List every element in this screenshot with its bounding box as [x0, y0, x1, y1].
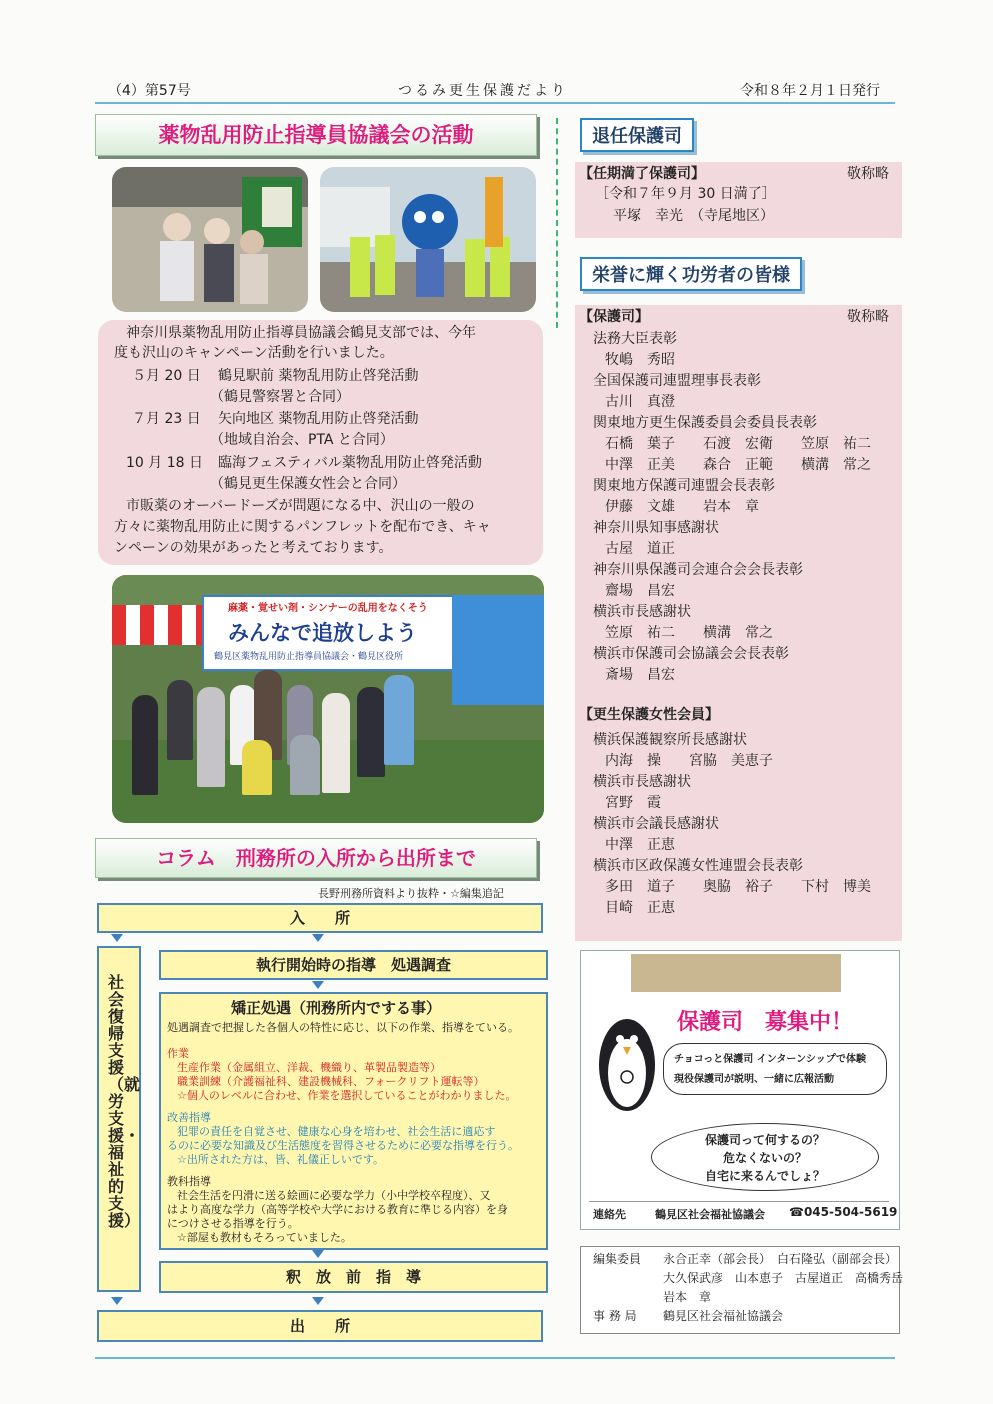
flow-pre-release: 釈 放 前 指 導	[159, 1261, 548, 1293]
event-note: （鶴見更生保護女性会と合同）	[210, 476, 406, 492]
event-date: 10 月 18 日	[126, 455, 203, 471]
award-names: 伊藤 文雄 岩本 章	[605, 499, 759, 515]
award-names: 宮野 霞	[605, 795, 661, 811]
arrow-down-icon	[312, 1297, 324, 1305]
award-title: 関東地方更生保護委員会委員長表彰	[593, 415, 817, 431]
award-names: 牧嶋 秀昭	[605, 352, 675, 368]
festival-banner: 麻薬・覚せい剤・シンナーの乱用をなくそう みんなで追放しよう 鶴見区薬物乱用防止指導員協議会・鶴見区役所	[202, 595, 456, 671]
event-desc: 鶴見駅前 薬物乱用防止啓発活動	[218, 368, 419, 384]
award-names: 古屋 道正	[605, 541, 675, 557]
award-title: 横浜保護観察所長感謝状	[593, 732, 747, 748]
column-section-title: コラム 刑務所の入所から出所まで	[95, 838, 537, 878]
footer-rule	[95, 1357, 895, 1359]
flow-initial-guidance: 執行開始時の指導 処遇調査	[159, 950, 548, 980]
outro-line: 市販薬のオーバードーズが問題になる中、沢山の一般の	[126, 498, 475, 514]
award-names: 石橋 葉子 石渡 宏衛 笠原 祐二	[605, 436, 871, 452]
award-names: 中澤 正恵	[605, 837, 675, 853]
outro-line: 方々に薬物乱用防止に関するパンフレットを配布でき、キャ	[114, 519, 491, 535]
event-desc: 臨海フェスティバル薬物乱用防止啓発活動	[218, 455, 482, 471]
header-rule	[95, 102, 895, 104]
arrow-down-icon	[312, 1250, 324, 1258]
award-title: 横浜市保護司会協議会会長表彰	[593, 646, 789, 662]
retire-title: 退任保護司	[580, 118, 694, 152]
arrow-down-icon	[111, 934, 123, 942]
arrow-down-icon	[312, 934, 324, 942]
event-date: ７月 23 日	[132, 411, 201, 427]
event-note: （地域自治会、PTA と合同）	[210, 432, 394, 448]
campaign-photo-mascot	[320, 167, 536, 312]
award-title: 横浜市長感謝状	[593, 774, 691, 790]
award-title: 法務大臣表彰	[593, 331, 677, 347]
festival-tent	[112, 605, 202, 645]
award-title: 関東地方保護司連盟会長表彰	[593, 478, 775, 494]
award-names: 多田 道子 奥脇 裕子 下村 博美	[605, 879, 871, 895]
award-title: 横浜市会議長感謝状	[593, 816, 719, 832]
issue-date: 令和８年２月１日発行	[740, 83, 880, 99]
festival-group-photo	[112, 575, 544, 823]
award-names: 内海 操 宮脇 美恵子	[605, 753, 773, 769]
outro-line: ンペーンの効果があったと考えております。	[114, 540, 393, 556]
arrow-down-icon	[111, 1297, 123, 1305]
award-names: 笠原 祐二 横溝 常之	[605, 625, 773, 641]
drug-activity-box	[98, 320, 543, 565]
phone-number: ☎045-504-5619	[789, 1205, 898, 1219]
event-date: ５月 20 日	[132, 368, 201, 384]
column-divider	[556, 118, 558, 328]
event-note: （鶴見警察署と合同）	[210, 389, 350, 405]
flow-nyusho: 入 所	[97, 903, 543, 933]
editors-box: 編集委員 永合正幸（部会長） 白石隆弘（副部会長） 大久保武彦 山本恵子 古屋道正 高橋秀岳 岩本 章 事 務 局 鶴見区社会福祉協議会	[580, 1246, 900, 1334]
award-names: 斎場 昌宏	[605, 667, 675, 683]
award-names: 中澤 正美 森合 正範 横溝 常之	[605, 457, 871, 473]
award-title: 神奈川県保護司会連合会会長表彰	[593, 562, 803, 578]
issue-number: （4）第57号	[108, 83, 191, 99]
reintegration-support-side: 社会復帰支援（就労支援・福祉的支援）	[97, 946, 141, 1292]
question-cloud: 保護司って何するの？ 危なくないの？ 自宅に来るんでしょ？	[651, 1123, 879, 1191]
drug-section-title: 薬物乱用防止指導員協議会の活動	[95, 114, 537, 156]
award-names: 古川 真澄	[605, 394, 675, 410]
penguin-mascot-icon	[595, 1003, 659, 1115]
recruit-speech-bubble: チョコっと保護司 インターンシップで体験 現役保護司が説明、一緒に広報活動	[663, 1043, 887, 1095]
recruitment-ad	[580, 950, 900, 1230]
newsletter-title: つるみ更生保護だより	[398, 83, 568, 99]
campaign-photo-station	[112, 167, 308, 312]
intro-line: 神奈川県薬物乱用防止指導員協議会鶴見支部では、今年	[126, 325, 476, 341]
recruit-title: 保護司 募集中！	[677, 1010, 854, 1035]
award-title: 神奈川県知事感謝状	[593, 520, 719, 536]
intro-line: 度も沢山のキャンペーン活動を行いました。	[114, 345, 394, 361]
award-title: 横浜市区政保護女性連盟会長表彰	[593, 858, 803, 874]
flow-shussho: 出 所	[97, 1310, 543, 1342]
wood-sign	[631, 954, 841, 992]
award-title: 全国保護司連盟理事長表彰	[593, 373, 761, 389]
retire-box: 【任期満了保護司】 敬称略 ［令和７年９月 30 日満了］ 平塚 幸光 （寺尾地区）	[575, 162, 902, 238]
contact-row: 連絡先 鶴見区社会福祉協議会 ☎045-504-5619	[589, 1201, 889, 1222]
award-title: 横浜市長感謝状	[593, 604, 691, 620]
honor-title: 栄誉に輝く功労者の皆様	[580, 257, 802, 291]
honor-box: 【保護司】 敬称略 法務大臣表彰 牧嶋 秀昭 全国保護司連盟理事長表彰 古川 真澄 関東地方更生保護委員会委員長表彰 石橋 葉子 石渡 宏衛 笠原 祐二 中澤 正美 森合 正範 横溝 常之 関東地方保護司連盟会長表彰 伊藤 文雄 岩本 章 神奈川県知事感謝状 古屋 道正 神奈川県保護司会連合会会長表彰 齋場 昌宏 横浜市長感謝状 笠原 祐二 横溝 常之 横浜市保護司会協議会会長表彰 斎場 昌宏 【更生保護女性会員】 横浜保護観察所長感謝状 内海 操 宮脇 美恵子 横浜市長感謝状 宮野 霞 横浜市会議長感謝状 中澤 正恵 横浜市区政保護女性連盟会長表彰 多田 道子 奥脇 裕子 下村 博美 目崎 正恵	[575, 305, 902, 941]
award-names: 齋場 昌宏	[605, 583, 675, 599]
correctional-treatment-box: 矯正処遇（刑務所内でする事） 処遇調査で把握した各個人の特性に応じ、以下の作業、指導をている。 作業 生産作業（金属組立、洋裁、機織り、革製品製造等） 職業訓練（介護福祉科、建設機械科、フォークリフト運転等） ☆個人のレベルに合わせ、作業を選択していることがわかりました。 改善指導 犯罪の責任を自覚させ、健康な心身を培わせ、社会生活に適応す るのに必要な知識及び生活態度を習得させるために必要な指導を行う。 ☆出所された方は、皆、礼儀正しいです。 教科指導 社会生活を円滑に送る絵画に必要な学力（小中学校卒程度）、又 はより高度な学力（高等学校や大学における教育に準じる内容）を身 につけさせる指導を行う。 ☆部屋も教材もそろっていました。	[159, 992, 548, 1250]
arrow-down-icon	[312, 981, 324, 989]
award-names: 目崎 正恵	[605, 900, 675, 916]
column-source: 長野刑務所資料より抜粋・☆編集追記	[318, 887, 504, 900]
event-desc: 矢向地区 薬物乱用防止啓発活動	[218, 411, 419, 427]
